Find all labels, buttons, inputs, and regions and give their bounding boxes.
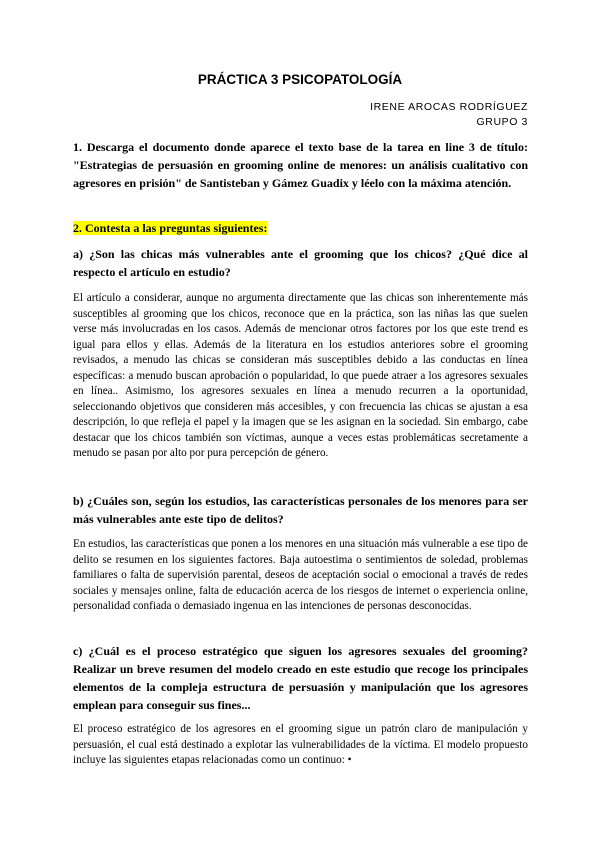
answer-c: El proceso estratégico de los agresores en el grooming sigue un patrón claro de manipulación y persuasión, el cual está destinado a explotar las vulnerabilidades de la víctima. El modelo propuesto incluye las siguientes etapas relacionadas como un continuo: •: [73, 723, 528, 766]
group-label: GRUPO 3: [476, 116, 528, 128]
question-a: a) ¿Son las chicas más vulnerables ante el grooming que los chicos? ¿Qué dice al respecto el artículo en estudio?: [73, 247, 528, 279]
question-c: c) ¿Cuál es el proceso estratégico que siguen los agresores sexuales del grooming? Realizar un breve resumen del modelo creado en este estudio que recoge los principales elementos de la compleja estructura de persuasión y manipulación que los agresores emplean para conseguir sus fines...: [73, 644, 528, 712]
section-2-heading: [73, 219, 528, 237]
answer-b: En estudios, las características que ponen a los menores en una situación más vulnerable a ese tipo de delito se resumen en los siguientes factores. Baja autoestima o sentimientos de soledad, problemas familiares o falta de supervisión parental, deseos de aceptación social o emocional a través de redes sociales y mensajes online, falta de educación acerca de los riesgos de internet o experiencia online, personalidad confiada o demasiado ingenua en las intenciones de personas desconocidas.: [73, 538, 528, 612]
author-name: IRENE AROCAS RODRÍGUEZ: [370, 101, 528, 113]
section-1-heading: 1. Descarga el documento donde aparece el texto base de la tarea en line 3 de título: "Estrategias de persuasión en grooming online de menores: un análisis cualitativo con agresores en prisión" de Santisteban y Gámez Guadix y léelo con la máxima atención.: [73, 140, 528, 190]
document-title: PRÁCTICA 3 PSICOPATOLOGÍA: [197, 72, 403, 87]
section-2-highlight: 2. Contesta a las preguntas siguientes:: [73, 221, 268, 235]
answer-a: El artículo a considerar, aunque no argumenta directamente que las chicas son inherentemente más susceptibles al grooming que los chicos, reconoce que en la práctica, son las niñas las que suelen verse más involucradas en los casos. Además de mencionar otros factores por los que este trend es igual para ellos y ellas. Además de la literatura en los estudios anteriores sobre el grooming revisados, a menudo las chicas se consideran más susceptibles debido a las conductas en línea específicas: a menudo buscan aprobación o popularidad, lo que puede atraer a los agresores sexuales en línea.. Asimismo, los agresores sexuales en línea a menudo recurren a la oportunidad, seleccionando objetivos que consideren más accesibles, y con frecuencia las chicas se ajustan a esa descripción, lo que refleja el papel y la imagen que se les asignan en la sociedad. Sin embargo, cabe destacar que los chicos también son víctimas, aunque a veces estas problemáticas secretamente a menudo se pasan por alto por pura percepción de género.: [73, 292, 528, 459]
author-block: [370, 100, 528, 130]
question-b: b) ¿Cuáles son, según los estudios, las características personales de los menores para ser más vulnerables ante este tipo de delitos?: [73, 494, 528, 526]
